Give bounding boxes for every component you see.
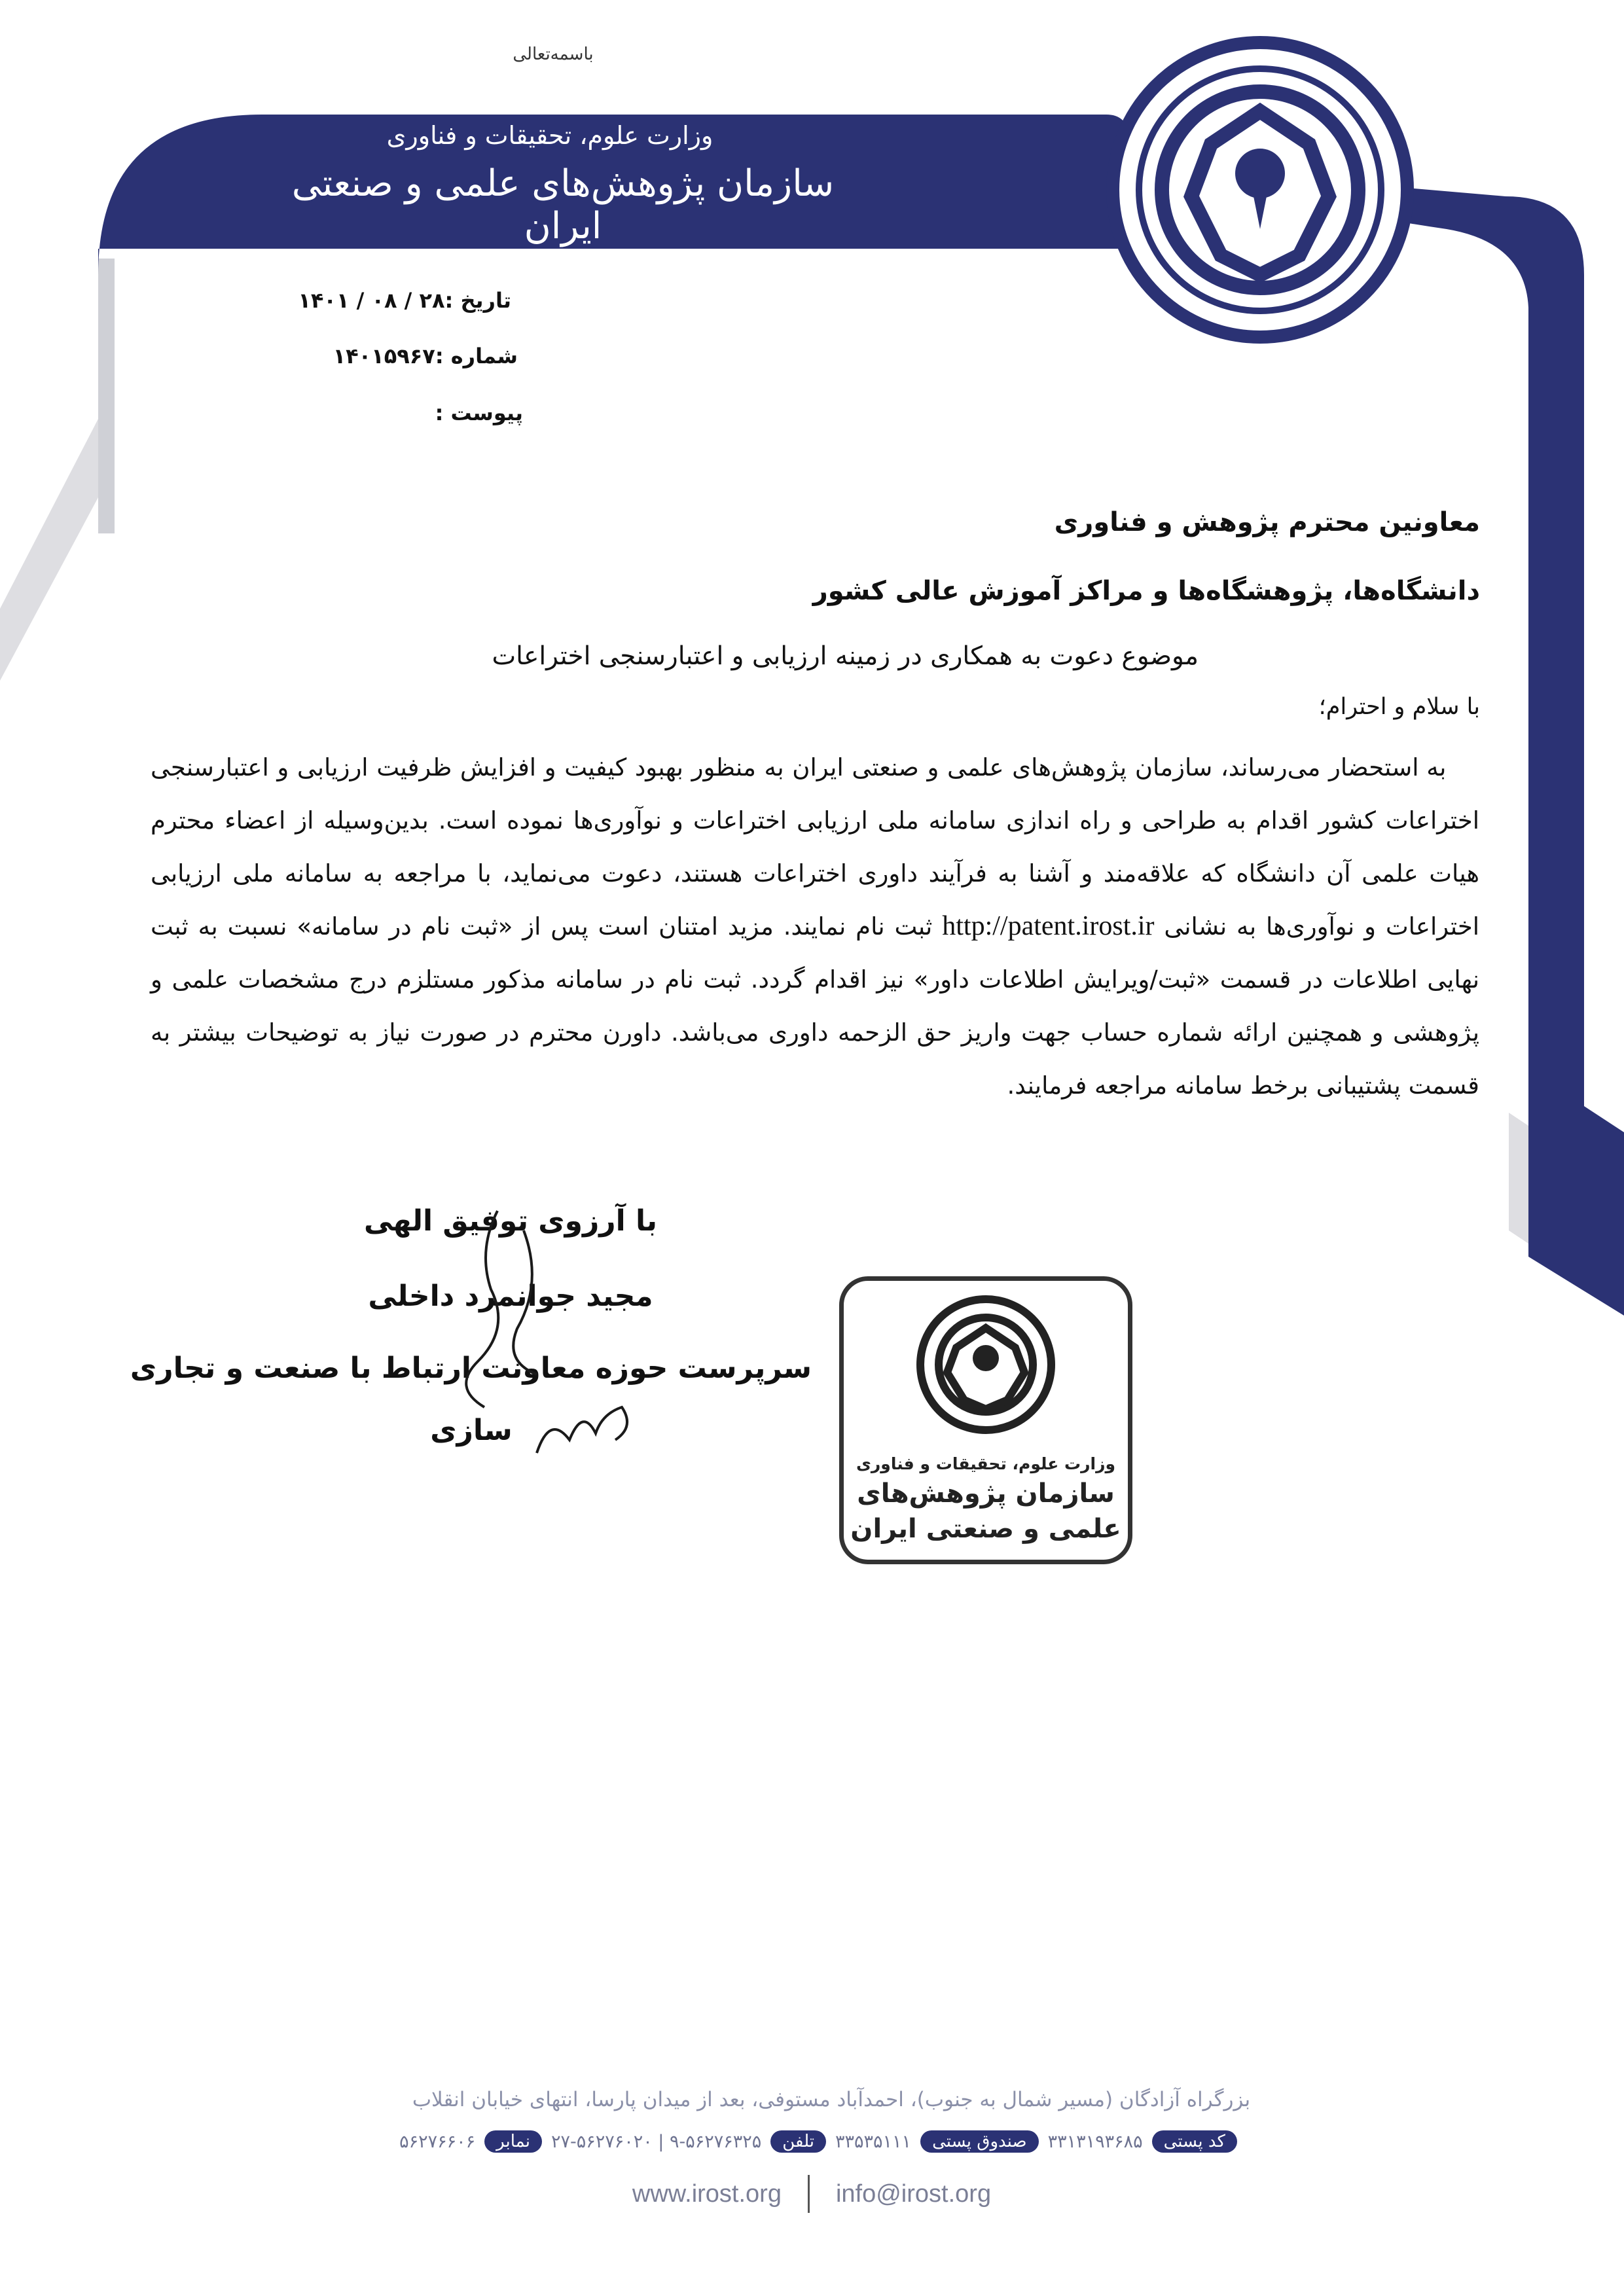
stamp-line-2: علمی و صنعتی ایران — [850, 1514, 1121, 1544]
greeting: با سلام و احترام؛ — [1318, 694, 1480, 720]
body-part-1: به استحضار می‌رساند، سازمان پژوهش‌های علمی و صنعتی ایران به منظور بهبود کیفیت و افزایش ظرفیت ارزیابی و اعتبارسنجی اختراعات کشور اقدام به طراحی و راه اندازی سامانه ملی ارزیابی اختراعات و نوآوری‌ها نموده است. بدین‌وسیله از اعضاء محترم هیات علمی آن دانشگاه که علاقه‌مند و آشنا به فرآیند داوری اختراعات هستند، دعوت می‌نماید، با مراجعه به سامانه ملی ارزیابی اختراعات و نوآوری‌ها به نشانی — [151, 753, 1480, 941]
website-link[interactable]: www.irost.org — [632, 2179, 782, 2208]
phone-badge: تلفن — [770, 2130, 826, 2153]
po-box-value: ۳۳۵۳۵۱۱۱ — [835, 2131, 912, 2152]
footer-web — [524, 2174, 1100, 2214]
signer-title-line-1: سرپرست حوزه معاونت ارتباط با صنعت و تجاری — [130, 1352, 812, 1385]
phone-value: ۹-۵۶۲۷۶۳۲۵ | ۲۷-۵۶۲۷۶۰۲۰ — [550, 2131, 762, 2152]
po-box-badge: صندوق پستی — [920, 2130, 1039, 2153]
stamp-line-1: سازمان پژوهش‌های — [857, 1479, 1115, 1509]
patent-url-link[interactable]: http://patent.irost.ir — [942, 911, 1155, 941]
postal-code-badge: کد پستی — [1152, 2130, 1237, 2153]
organization-name: سازمان پژوهش‌های علمی و صنعتی ایران — [291, 162, 835, 247]
bismillah-text: باسمه‌تعالی — [513, 45, 594, 64]
addressee-line-1: معاونین محترم پژوهش و فناوری — [1054, 507, 1480, 537]
stamp-ministry: وزارت علوم، تحقیقات و فناوری — [856, 1454, 1116, 1473]
attachment-line: پیوست : — [435, 401, 523, 425]
ministry-name: وزارت علوم، تحقیقات و فناوری — [386, 121, 713, 150]
number-line: شماره :۱۴۰۱۵۹۶۷ — [333, 344, 518, 368]
left-gray-band — [0, 419, 98, 681]
right-gray-stripe — [1509, 1113, 1528, 1244]
closing-line: با آرزوی توفیق الهی — [363, 1204, 658, 1238]
stamp-logo-icon — [844, 1287, 1128, 1438]
fax-badge: نمابر — [484, 2130, 542, 2153]
body-part-2: ثبت نام نمایند. مزید امتنان است پس از «ثبت نام در سامانه» نسبت به ثبت نهایی اطلاعات در قسمت «ثبت/ویرایش اطلاعات داور» نیز اقدام گردد. ثبت نام در سامانه مذکور مستلزم درج مشخصات علمی و پژوهشی و همچنین ارائه شماره حساب جهت واریز حق الزحمه داوری می‌باشد. داورن محترم در صورت نیاز به توضیحات بیشتر به قسمت پشتیبانی برخط سامانه مراجعه فرمایند. — [151, 912, 1479, 1100]
handwritten-signature — [327, 1191, 694, 1466]
left-gray-edge — [98, 259, 115, 533]
footer-divider — [808, 2175, 810, 2213]
footer-contacts — [327, 2127, 1309, 2156]
signer-name: مجید جوانمرد داخلی — [368, 1280, 653, 1313]
email-link[interactable]: info@irost.org — [835, 2179, 992, 2208]
addressee-line-2: دانشگاه‌ها، پژوهشگاه‌ها و مراکز آموزش عالی کشور — [812, 576, 1480, 606]
signer-title-line-2: سازی — [430, 1414, 513, 1447]
letter-body — [151, 741, 1479, 1112]
official-stamp — [839, 1276, 1132, 1564]
fax-value: ۵۶۲۷۶۶۰۶ — [399, 2131, 476, 2152]
org-logo — [1113, 43, 1407, 337]
postal-code-value: ۳۳۱۳۱۹۳۶۸۵ — [1047, 2131, 1143, 2152]
subject-line: موضوع دعوت به همکاری در زمینه ارزیابی و اعتبارسنجی اختراعات — [492, 641, 1199, 671]
footer-address: بزرگراه آزادگان (مسیر شمال به جنوب)، احمدآباد مستوفی، بعد از میدان پارسا، انتهای خیابان انقلاب — [412, 2088, 1251, 2111]
date-line: تاریخ :۲۸ / ۰۸ / ۱۴۰۱ — [298, 288, 511, 313]
